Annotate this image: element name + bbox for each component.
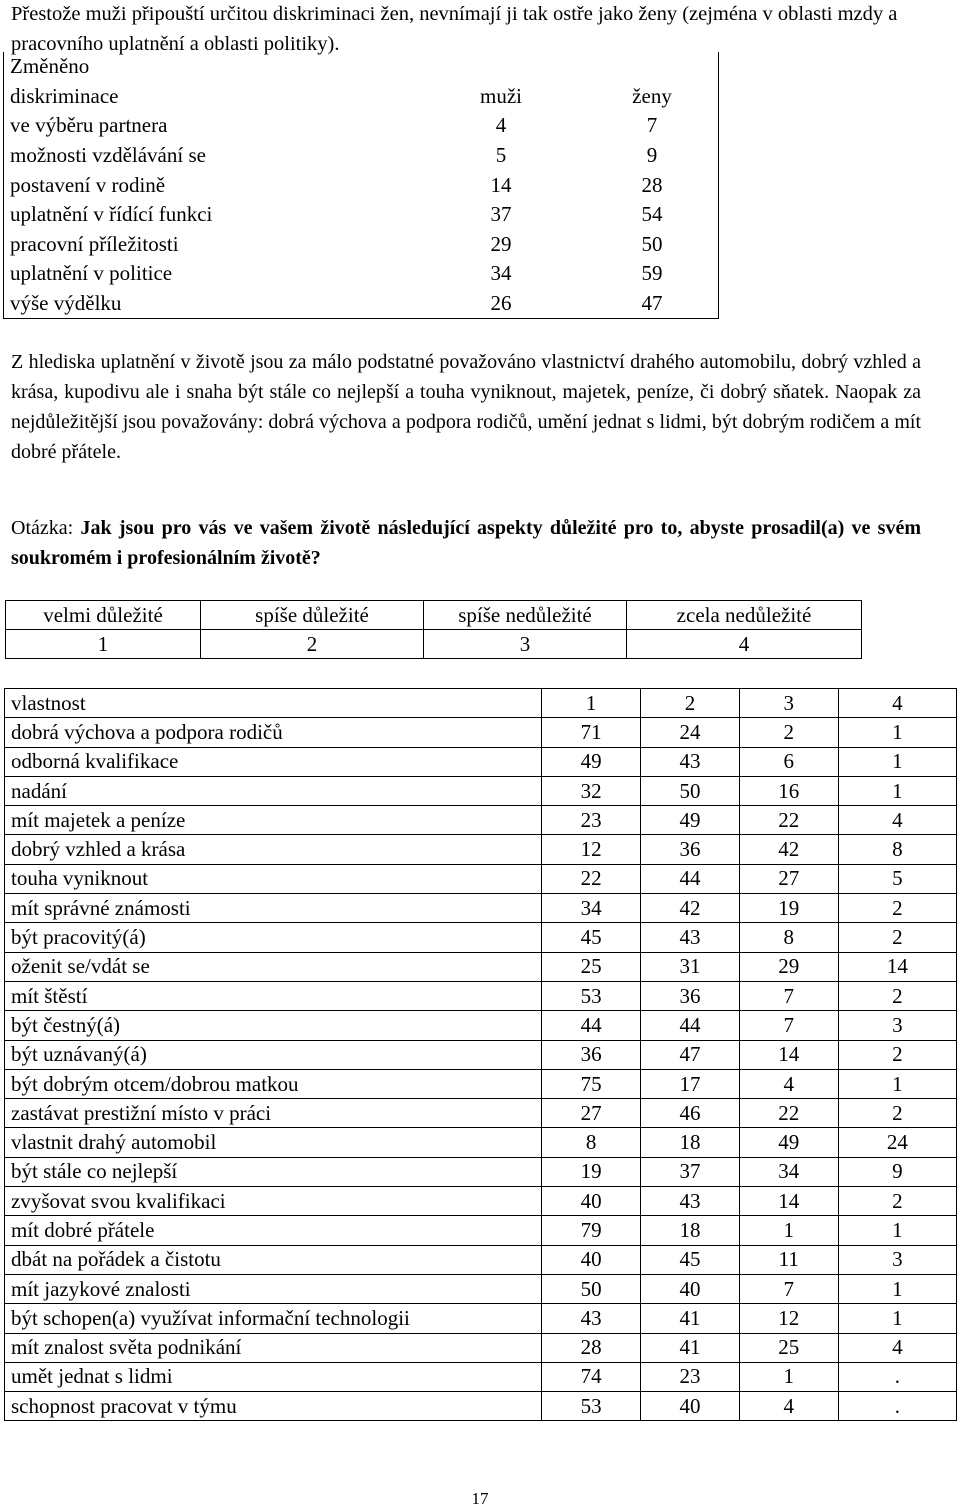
cell-value: 34 — [739, 1157, 838, 1186]
table-title: Změněno — [10, 54, 90, 79]
table-row — [5, 1157, 957, 1186]
table-row — [5, 1362, 957, 1391]
scale-label: zcela nedůležité — [627, 601, 862, 630]
cell-value: 5 — [838, 864, 956, 893]
cell-value: 50 — [542, 1274, 641, 1303]
cell-value: 42 — [739, 835, 838, 864]
cell-value: 14 — [739, 1040, 838, 1069]
cell-value: 71 — [542, 718, 641, 747]
scale-label: spíše nedůležité — [424, 601, 627, 630]
cell-value: 41 — [641, 1304, 740, 1333]
cell-value: 50 — [641, 231, 663, 256]
table-row — [5, 747, 957, 776]
cell-value: 2 — [838, 1187, 956, 1216]
cell-value: 22 — [739, 806, 838, 835]
cell-value: 29 — [739, 952, 838, 981]
question-text: Jak jsou pro vás ve vašem životě následující aspekty důležité pro to, abyste prosadil(a) ve svém soukromém i profesionálním životě? — [11, 517, 921, 569]
cell-value: 23 — [542, 806, 641, 835]
cell-value: 47 — [586, 289, 719, 319]
row-label: pracovní příležitosti — [10, 231, 179, 256]
cell-value: 36 — [542, 1040, 641, 1069]
row-label: dobrý vzhled a krása — [5, 835, 542, 864]
cell-value: 1 — [739, 1362, 838, 1391]
question-prefix: Otázka: — [11, 517, 81, 539]
scale-code: 3 — [424, 630, 627, 659]
table-row — [5, 1099, 957, 1128]
cell-value: 19 — [542, 1157, 641, 1186]
row-label: dobrá výchova a podpora rodičů — [5, 718, 542, 747]
cell-value: 9 — [646, 143, 658, 168]
cell-value: 4 — [739, 1392, 838, 1421]
table-row — [5, 1040, 957, 1069]
cell-value: 9 — [838, 1157, 956, 1186]
cell-value: 14 — [739, 1187, 838, 1216]
cell-value: 22 — [542, 864, 641, 893]
row-label: ve výběru partnera — [10, 113, 168, 138]
row-label: postavení v rodině — [10, 172, 166, 197]
question-paragraph — [11, 513, 921, 573]
row-label: mít jazykové znalosti — [5, 1274, 542, 1303]
cell-value: 16 — [739, 776, 838, 805]
cell-value: 8 — [739, 923, 838, 952]
cell-value: 41 — [641, 1333, 740, 1362]
cell-value: 24 — [641, 718, 740, 747]
row-label: vlastnit drahý automobil — [5, 1128, 542, 1157]
row-label: mít dobré přátele — [5, 1216, 542, 1245]
cell-value: 7 — [739, 981, 838, 1010]
attributes-table — [4, 688, 957, 1421]
table-row — [4, 170, 719, 200]
cell-value: 18 — [641, 1216, 740, 1245]
cell-value: . — [838, 1362, 956, 1391]
cell-value: 7 — [739, 1011, 838, 1040]
cell-value: 53 — [542, 1392, 641, 1421]
table-row — [5, 1187, 957, 1216]
cell-value: 18 — [641, 1128, 740, 1157]
cell-value: 4 — [739, 1069, 838, 1098]
cell-value: 8 — [542, 1128, 641, 1157]
row-label: uplatnění v politice — [10, 261, 173, 286]
row-label: mít znalost světa podnikání — [5, 1333, 542, 1362]
cell-value: 40 — [542, 1187, 641, 1216]
cell-value: 79 — [542, 1216, 641, 1245]
column-header: ženy — [632, 83, 672, 108]
cell-value: 28 — [542, 1333, 641, 1362]
cell-value: 1 — [838, 1216, 956, 1245]
cell-value: 37 — [490, 202, 512, 227]
row-label: zastávat prestižní místo v práci — [5, 1099, 542, 1128]
table-row — [5, 776, 957, 805]
table-row — [5, 952, 957, 981]
column-header: 1 — [542, 689, 641, 718]
table-row — [5, 1245, 957, 1274]
cell-value: 1 — [838, 1069, 956, 1098]
cell-value: 7 — [739, 1274, 838, 1303]
cell-value: 14 — [490, 172, 512, 197]
column-header: 3 — [739, 689, 838, 718]
cell-value: 46 — [641, 1099, 740, 1128]
cell-value: 17 — [641, 1069, 740, 1098]
column-header: vlastnost — [5, 689, 542, 718]
table-row — [5, 923, 957, 952]
cell-value: 1 — [838, 1274, 956, 1303]
cell-value: 12 — [739, 1304, 838, 1333]
cell-value: 49 — [641, 806, 740, 835]
cell-value: 26 — [416, 289, 586, 319]
table-row — [5, 1128, 957, 1157]
row-label: odborná kvalifikace — [5, 747, 542, 776]
row-label: možnosti vzdělávání se — [10, 143, 206, 168]
table-header-row — [5, 689, 957, 718]
table-row — [4, 230, 719, 260]
cell-value: 43 — [641, 747, 740, 776]
column-header: 4 — [838, 689, 956, 718]
cell-value: 25 — [542, 952, 641, 981]
cell-value: 59 — [641, 261, 663, 286]
row-label: mít správné známosti — [5, 894, 542, 923]
cell-value: 1 — [838, 1304, 956, 1333]
cell-value: 74 — [542, 1362, 641, 1391]
cell-value: 53 — [542, 981, 641, 1010]
row-label: mít štěstí — [5, 981, 542, 1010]
row-label: mít majetek a peníze — [5, 806, 542, 835]
cell-value: 37 — [641, 1157, 740, 1186]
cell-value: 28 — [641, 172, 663, 197]
scale-code: 2 — [201, 630, 424, 659]
cell-value: 2 — [739, 718, 838, 747]
cell-value: 31 — [641, 952, 740, 981]
table-row — [4, 289, 719, 319]
cell-value: 3 — [838, 1011, 956, 1040]
table-row — [5, 981, 957, 1010]
cell-value: 36 — [641, 981, 740, 1010]
row-label: být čestný(á) — [5, 1011, 542, 1040]
cell-value: 11 — [739, 1245, 838, 1274]
scale-code: 4 — [627, 630, 862, 659]
cell-value: 49 — [542, 747, 641, 776]
scale-code: 1 — [6, 630, 201, 659]
table-row — [5, 718, 957, 747]
cell-value: 2 — [838, 1099, 956, 1128]
cell-value: 45 — [542, 923, 641, 952]
discrimination-table — [3, 52, 719, 319]
row-label: schopnost pracovat v týmu — [5, 1392, 542, 1421]
row-label: uplatnění v řídící funkci — [10, 202, 213, 227]
cell-value: 34 — [490, 261, 512, 286]
cell-value: 23 — [641, 1362, 740, 1391]
table-row — [5, 1392, 957, 1421]
cell-value: 75 — [542, 1069, 641, 1098]
row-label: být stále co nejlepší — [5, 1157, 542, 1186]
cell-value: . — [838, 1392, 956, 1421]
cell-value: 27 — [739, 864, 838, 893]
cell-value: 34 — [542, 894, 641, 923]
cell-value: 47 — [641, 1040, 740, 1069]
cell-value: 32 — [542, 776, 641, 805]
scale-labels-row — [6, 601, 862, 630]
cell-value: 4 — [838, 1333, 956, 1362]
cell-value: 2 — [838, 923, 956, 952]
table-row — [5, 806, 957, 835]
cell-value: 19 — [739, 894, 838, 923]
table-row — [4, 141, 719, 171]
scale-label: spíše důležité — [201, 601, 424, 630]
cell-value: 43 — [641, 923, 740, 952]
table-row — [5, 1011, 957, 1040]
cell-value: 1 — [838, 747, 956, 776]
cell-value: 3 — [838, 1245, 956, 1274]
cell-value: 29 — [490, 231, 512, 256]
cell-value: 22 — [739, 1099, 838, 1128]
table-row — [4, 259, 719, 289]
column-header: muži — [480, 83, 522, 108]
cell-value: 2 — [838, 1040, 956, 1069]
cell-value: 2 — [838, 894, 956, 923]
paragraph-importance: Z hlediska uplatnění v životě jsou za málo podstatné považováno vlastnictví drahého automobilu, dobrý vzhled a krása, kupodivu ale i snaha být stále co nejlepší a touha vyniknout, majetek, peníze, či dobrý sňatek. Naopak za nejdůležitější jsou považovány: dobrá výchova a podpora rodičů, umění jednat s lidmi, být dobrým rodičem a mít dobré přátele. — [11, 351, 921, 463]
table-header-row — [4, 82, 719, 112]
cell-value: 25 — [739, 1333, 838, 1362]
table-row — [4, 200, 719, 230]
cell-value: 43 — [641, 1187, 740, 1216]
cell-value: 44 — [641, 1011, 740, 1040]
cell-value: 49 — [739, 1128, 838, 1157]
cell-value: 54 — [641, 202, 663, 227]
cell-value: 42 — [641, 894, 740, 923]
row-label: nadání — [5, 776, 542, 805]
table-row — [5, 835, 957, 864]
table-row — [4, 111, 719, 141]
cell-value: 50 — [641, 776, 740, 805]
cell-value: 36 — [641, 835, 740, 864]
column-header: diskriminace — [10, 83, 119, 108]
cell-value: 1 — [838, 718, 956, 747]
table-row — [5, 864, 957, 893]
intro-paragraph: Přestože muži připouští určitou diskriminaci žen, nevnímají ji tak ostře jako ženy (zejména v oblasti mzdy a pracovního uplatnění a oblasti politiky). — [11, 3, 898, 55]
cell-value: 2 — [838, 981, 956, 1010]
table-row — [5, 1069, 957, 1098]
row-label: dbát na pořádek a čistotu — [5, 1245, 542, 1274]
cell-value: 6 — [739, 747, 838, 776]
row-label: zvyšovat svou kvalifikaci — [5, 1187, 542, 1216]
cell-value: 44 — [641, 864, 740, 893]
cell-value: 8 — [838, 835, 956, 864]
cell-value: 45 — [641, 1245, 740, 1274]
table-title-row — [4, 52, 719, 82]
cell-value: 12 — [542, 835, 641, 864]
cell-value: 7 — [646, 113, 658, 138]
row-label: být uznávaný(á) — [5, 1040, 542, 1069]
table-row — [5, 1274, 957, 1303]
cell-value: 1 — [838, 776, 956, 805]
scale-table — [5, 600, 862, 659]
cell-value: 4 — [495, 113, 507, 138]
cell-value: 27 — [542, 1099, 641, 1128]
scale-codes-row — [6, 630, 862, 659]
cell-value: 5 — [495, 143, 507, 168]
cell-value: 40 — [641, 1392, 740, 1421]
row-label: výše výdělku — [4, 289, 417, 319]
table-row — [5, 1216, 957, 1245]
table-row — [5, 894, 957, 923]
row-label: oženit se/vdát se — [5, 952, 542, 981]
cell-value: 43 — [542, 1304, 641, 1333]
table-row — [5, 1333, 957, 1362]
page-number: 17 — [471, 1489, 489, 1508]
column-header: 2 — [641, 689, 740, 718]
cell-value: 4 — [838, 806, 956, 835]
row-label: touha vyniknout — [5, 864, 542, 893]
cell-value: 44 — [542, 1011, 641, 1040]
row-label: být schopen(a) využívat informační technologii — [5, 1304, 542, 1333]
cell-value: 40 — [641, 1274, 740, 1303]
scale-label: velmi důležité — [6, 601, 201, 630]
row-label: být dobrým otcem/dobrou matkou — [5, 1069, 542, 1098]
table-row — [5, 1304, 957, 1333]
cell-value: 24 — [838, 1128, 956, 1157]
cell-value: 40 — [542, 1245, 641, 1274]
row-label: umět jednat s lidmi — [5, 1362, 542, 1391]
row-label: být pracovitý(á) — [5, 923, 542, 952]
cell-value: 14 — [838, 952, 956, 981]
cell-value: 1 — [739, 1216, 838, 1245]
